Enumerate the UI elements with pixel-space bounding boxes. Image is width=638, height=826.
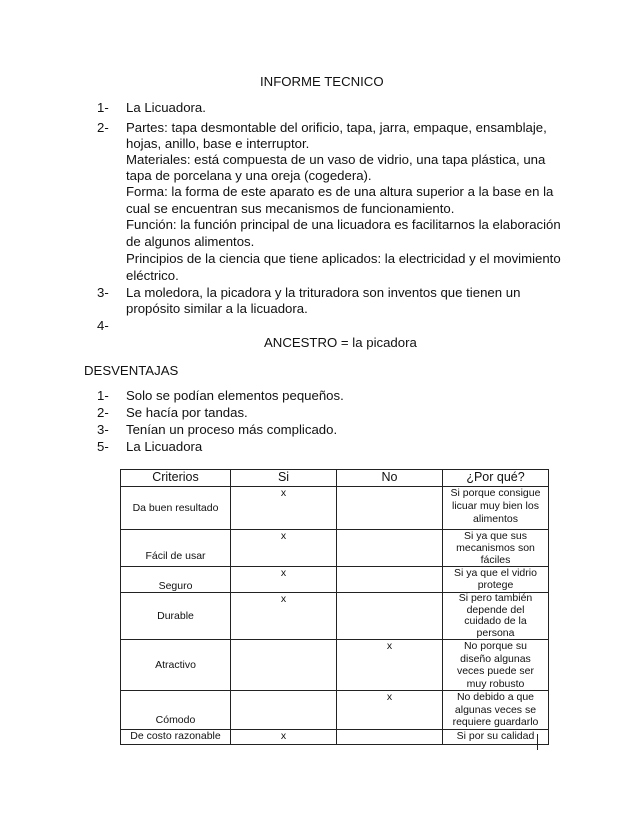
criterio-cell: Seguro: [121, 567, 231, 593]
si-cell: x: [231, 729, 337, 744]
table-trailing-line: [537, 734, 538, 750]
desventaja-text: Se hacía por tandas.: [126, 405, 248, 420]
item-line: propósito similar a la licuadora.: [126, 301, 308, 316]
si-cell: x: [231, 530, 337, 567]
table-row: [121, 530, 549, 567]
item-number: 1-: [97, 100, 109, 115]
desventaja-text: Solo se podían elementos pequeños.: [126, 388, 344, 403]
no-cell: x: [337, 640, 443, 691]
si-cell: x: [231, 487, 337, 530]
desventaja-text: La Licuadora: [126, 439, 203, 454]
item-line: Forma: la forma de este aparato es de una altura superior a la base en la: [126, 184, 554, 199]
porque-cell: [443, 567, 549, 593]
porque-cell: [443, 593, 549, 640]
criterio-cell: Atractivo: [121, 640, 231, 691]
si-cell: [231, 691, 337, 730]
header-por-que: ¿Por qué?: [443, 470, 549, 487]
item-line: tapa de porcelana y una oreja (cogedera).: [126, 168, 372, 183]
porque-line: licuar muy bien los: [452, 500, 539, 512]
porque-cell: [443, 487, 549, 530]
criterio-cell: Fácil de usar: [121, 530, 231, 567]
porque-cell: [443, 530, 549, 567]
porque-line: Si ya que el vidrio: [454, 567, 537, 579]
porque-line: fáciles: [480, 554, 511, 566]
evaluation-table: [120, 469, 549, 745]
item-number: 4-: [97, 318, 109, 333]
item-line: cual se encuentran sus mecanismos de funcionamiento.: [126, 201, 455, 216]
criterio-cell: Cómodo: [121, 691, 231, 730]
no-cell: x: [337, 691, 443, 730]
porque-line: No debido a que: [456, 691, 535, 703]
si-cell: x: [231, 567, 337, 593]
no-cell: [337, 530, 443, 567]
porque-line: protege: [477, 579, 514, 591]
porque-line: depende del: [466, 603, 525, 616]
desventaja-number: 5-: [97, 439, 109, 454]
item-line: Principios de la ciencia que tiene aplicados: la electricidad y el movimiento: [126, 251, 561, 266]
no-cell: [337, 567, 443, 593]
header-criterios: Criterios: [121, 470, 231, 487]
porque-line: veces puede ser: [456, 665, 535, 677]
porque-line: alimentos: [473, 513, 518, 525]
desventaja-text: Tenían un proceso más complicado.: [126, 422, 338, 437]
porque-cell: [443, 691, 549, 730]
porque-line: requiere guardarlo: [452, 716, 539, 728]
desventaja-number: 1-: [97, 388, 109, 403]
table-row: [121, 691, 549, 730]
desventaja-number: 2-: [97, 405, 109, 420]
porque-line: diseño algunas: [460, 652, 531, 665]
criterio-cell: De costo razonable: [121, 729, 231, 744]
porque-cell: [443, 729, 549, 744]
header-si: Si: [231, 470, 337, 487]
no-cell: [337, 487, 443, 530]
no-cell: [337, 729, 443, 744]
ancestro-line: ANCESTRO = la picadora: [264, 335, 417, 350]
porque-line: persona: [476, 626, 515, 639]
desventajas-heading: DESVENTAJAS: [84, 363, 179, 378]
porque-line: mecanismos son: [456, 542, 535, 554]
porque-line: algunas veces se: [454, 703, 537, 716]
si-cell: x: [231, 593, 337, 640]
table-row: [121, 487, 549, 530]
porque-line: muy robusto: [466, 677, 525, 690]
porque-line: Si pero también: [458, 592, 533, 604]
item-line: La Licuadora.: [126, 100, 206, 115]
porque-line: Si porque consigue: [450, 487, 541, 499]
porque-cell: [443, 640, 549, 691]
item-line: de algunos alimentos.: [126, 234, 255, 249]
porque-line: Si por su calidad: [456, 729, 535, 742]
table-row: [121, 567, 549, 593]
no-cell: [337, 593, 443, 640]
porque-line: cuidado de la: [464, 615, 527, 627]
table-row: [121, 729, 549, 744]
item-line: Materiales: está compuesta de un vaso de vidrio, una tapa plástica, una: [126, 152, 546, 167]
item-line: La moledora, la picadora y la trituradora son inventos que tienen un: [126, 285, 521, 300]
si-cell: [231, 640, 337, 691]
item-line: Función: la función principal de una licuadora es facilitarnos la elaboración: [126, 217, 561, 232]
table-header-row: [121, 470, 549, 487]
item-line: hojas, anillo, base e interruptor.: [126, 136, 310, 151]
porque-line: Si ya que sus: [463, 530, 528, 542]
desventaja-number: 3-: [97, 422, 109, 437]
table-row: [121, 640, 549, 691]
porque-line: No porque su: [463, 640, 528, 652]
item-number: 2-: [97, 120, 109, 135]
report-title: INFORME TECNICO: [260, 74, 384, 89]
item-number: 3-: [97, 285, 109, 300]
table-row: [121, 593, 549, 640]
item-line: eléctrico.: [126, 268, 179, 283]
criterio-cell: Da buen resultado: [121, 487, 231, 530]
header-no: No: [337, 470, 443, 487]
item-line: Partes: tapa desmontable del orificio, tapa, jarra, empaque, ensamblaje,: [126, 120, 547, 135]
criterio-cell: Durable: [121, 593, 231, 640]
